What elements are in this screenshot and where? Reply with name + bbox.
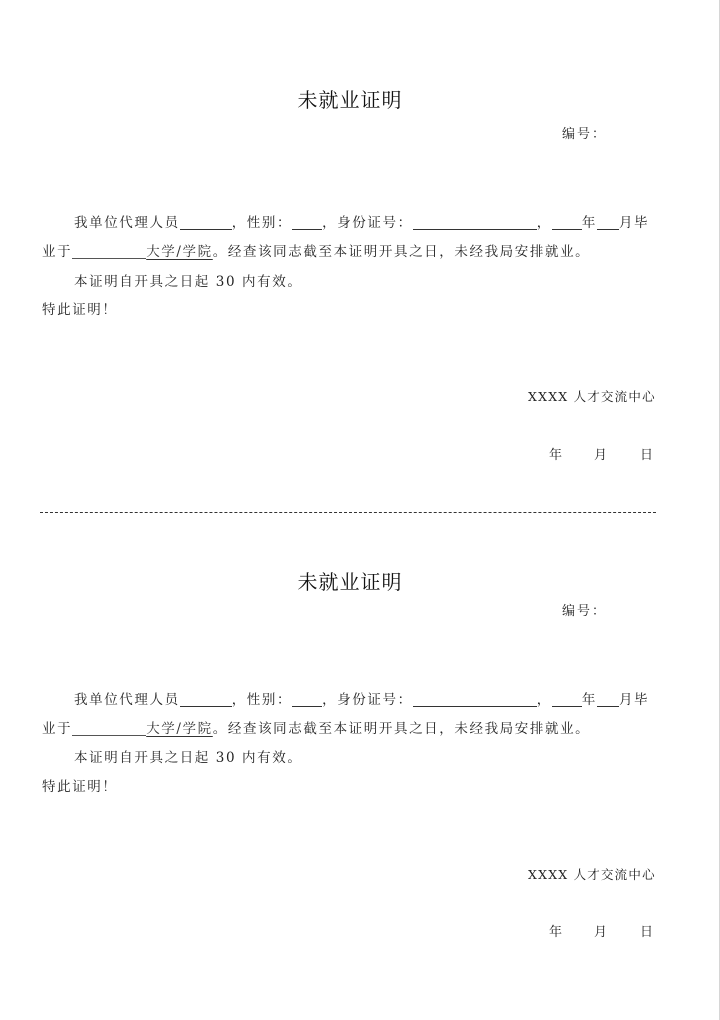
comma: ，	[536, 692, 552, 708]
gender-label: ，性别：	[231, 215, 293, 231]
name-blank[interactable]	[180, 215, 232, 230]
year-blank[interactable]	[552, 215, 582, 230]
id-label: ，身份证号：	[322, 692, 413, 708]
gender-blank[interactable]	[292, 215, 322, 230]
certificate-copy-2	[0, 480, 720, 950]
gender-label: ，性别：	[231, 692, 293, 708]
school-label: 大学/学院	[146, 244, 213, 260]
year-label: 年	[581, 215, 597, 231]
certificate-title: 未就业证明	[297, 88, 403, 112]
graduated-from-prefix: 业于	[42, 721, 73, 737]
id-number-blank[interactable]	[413, 692, 537, 707]
certificate-copy-1	[0, 0, 720, 470]
gender-blank[interactable]	[292, 692, 322, 707]
certificate-title: 未就业证明	[297, 570, 403, 594]
date-year-label: 年	[549, 448, 563, 463]
body-line-1	[74, 211, 649, 231]
certificate-number-label: 编号：	[562, 604, 608, 619]
school-blank[interactable]	[72, 721, 146, 736]
id-number-blank[interactable]	[413, 215, 537, 230]
month-grad-label: 月毕	[618, 692, 650, 708]
month-grad-label: 月毕	[618, 215, 650, 231]
date-month-label: 月	[594, 448, 608, 463]
verification-text: 。经查该同志截至本证明开具之日，未经我局安排就业。	[212, 244, 591, 260]
body-line-2	[42, 717, 590, 737]
name-blank[interactable]	[180, 692, 232, 707]
date-year-label: 年	[549, 925, 563, 940]
body-line-2	[42, 240, 590, 260]
graduated-from-prefix: 业于	[42, 244, 73, 260]
year-label: 年	[581, 692, 597, 708]
validity-line: 本证明自开具之日起 30 内有效。	[74, 750, 303, 766]
certificate-number-label: 编号：	[562, 127, 608, 142]
date-day-label: 日	[640, 448, 654, 463]
closing-line: 特此证明！	[42, 302, 118, 318]
id-label: ，身份证号：	[322, 215, 413, 231]
agent-prefix: 我单位代理人员	[74, 692, 180, 708]
school-blank[interactable]	[72, 244, 146, 259]
validity-line: 本证明自开具之日起 30 内有效。	[74, 274, 303, 290]
year-blank[interactable]	[552, 692, 582, 707]
date-day-label: 日	[640, 925, 654, 940]
month-blank[interactable]	[597, 692, 619, 707]
date-month-label: 月	[594, 925, 608, 940]
closing-line: 特此证明！	[42, 779, 118, 795]
verification-text: 。经查该同志截至本证明开具之日，未经我局安排就业。	[212, 721, 591, 737]
agent-prefix: 我单位代理人员	[74, 215, 180, 231]
comma: ，	[536, 215, 552, 231]
school-label: 大学/学院	[146, 721, 213, 737]
body-line-1	[74, 688, 649, 708]
month-blank[interactable]	[597, 215, 619, 230]
issuer-name: XXXX 人才交流中心	[528, 867, 656, 882]
issuer-name: XXXX 人才交流中心	[528, 389, 656, 404]
